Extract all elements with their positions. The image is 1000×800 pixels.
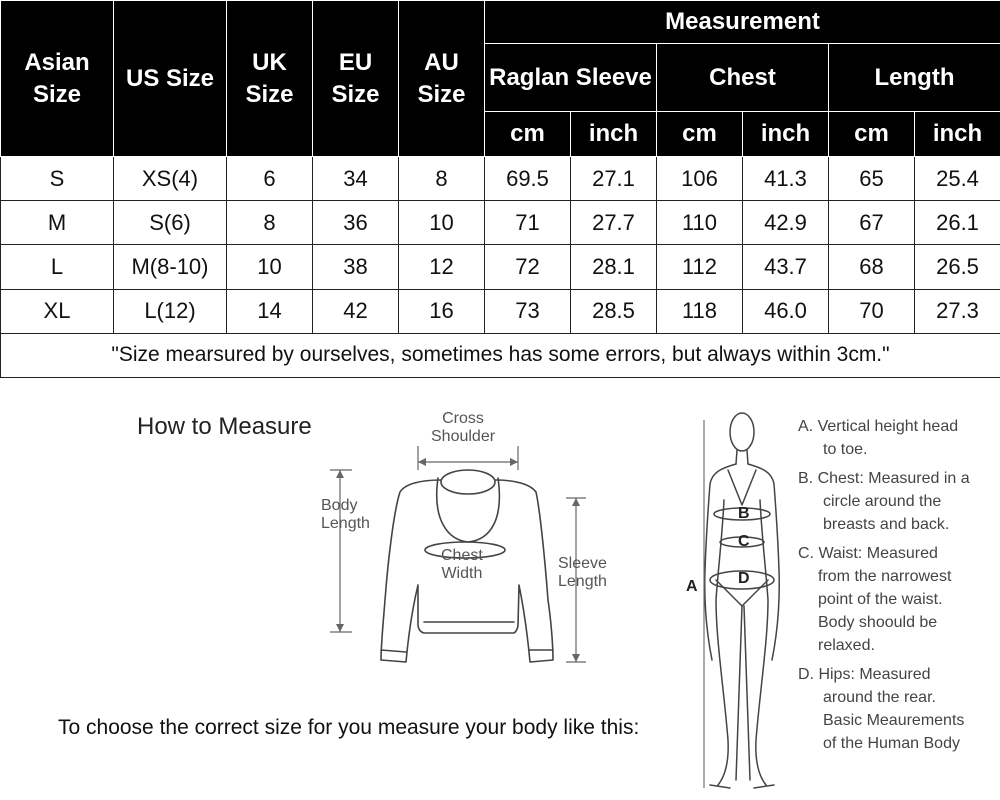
table-row-note xyxy=(1,333,1000,377)
table-cell: 41.3 xyxy=(743,157,829,201)
table-cell: XS(4) xyxy=(114,157,227,201)
table-cell: 25.4 xyxy=(915,157,1000,201)
body-neck xyxy=(736,450,748,464)
table-cell: 118 xyxy=(657,289,743,333)
header-uk-size: UK Size xyxy=(227,1,313,157)
table-cell: 68 xyxy=(829,245,915,289)
table-cell: 110 xyxy=(657,201,743,245)
marker-a: A xyxy=(686,578,698,595)
table-cell: M xyxy=(1,201,114,245)
table-row xyxy=(1,245,1000,289)
instruction-line: Basic Meaurements xyxy=(823,712,965,729)
table-row xyxy=(1,289,1000,333)
body-feet xyxy=(710,785,774,788)
measurement-instructions xyxy=(798,415,1000,761)
table-cell: 71 xyxy=(485,201,571,245)
sweater-collar-outline xyxy=(441,470,495,494)
table-cell: 16 xyxy=(399,289,485,333)
body-length-label xyxy=(321,497,370,533)
table-cell: 43.7 xyxy=(743,245,829,289)
table-cell: 69.5 xyxy=(485,157,571,201)
table-cell: 6 xyxy=(227,157,313,201)
table-cell: 67 xyxy=(829,201,915,245)
table-cell: 106 xyxy=(657,157,743,201)
table-cell: 73 xyxy=(485,289,571,333)
instruction-line: B. Chest: Measured in a xyxy=(798,470,970,487)
label-line: Length xyxy=(558,573,607,590)
table-cell: S(6) xyxy=(114,201,227,245)
sleeve-length-label xyxy=(558,555,607,591)
table-cell: L(12) xyxy=(114,289,227,333)
table-cell: S xyxy=(1,157,114,201)
instruction-line: point of the waist. xyxy=(818,591,943,608)
header-unit-inch: inch xyxy=(571,112,657,157)
instruction-line: breasts and back. xyxy=(823,516,950,533)
label-line: Width xyxy=(441,565,483,582)
table-cell: 26.1 xyxy=(915,201,1000,245)
header-asian-size: Asian Size xyxy=(1,1,114,157)
table-cell: 34 xyxy=(313,157,399,201)
table-cell: 42 xyxy=(313,289,399,333)
table-cell: 8 xyxy=(399,157,485,201)
measurement-note: "Size mearsured by ourselves, sometimes has some errors, but always within 3cm." xyxy=(1,333,1000,377)
table-cell: M(8-10) xyxy=(114,245,227,289)
arrowhead xyxy=(572,498,580,506)
arrowhead xyxy=(510,458,518,466)
instruction-line: from the narrowest xyxy=(818,568,952,585)
instruction-a xyxy=(798,415,1000,461)
marker-c: C xyxy=(738,533,750,550)
body-head xyxy=(730,413,754,451)
body-inner-leg-left xyxy=(736,606,742,780)
header-us-size: US Size xyxy=(114,1,227,157)
label-line: Body xyxy=(321,497,358,514)
instruction-line: around the rear. xyxy=(823,689,936,706)
table-cell: 28.5 xyxy=(571,289,657,333)
arrowhead xyxy=(572,654,580,662)
table-cell: 36 xyxy=(313,201,399,245)
table-cell: 27.3 xyxy=(915,289,1000,333)
label-line: Chest xyxy=(441,547,483,564)
instruction-line: A. Vertical height head xyxy=(798,418,959,435)
table-cell: 26.5 xyxy=(915,245,1000,289)
instruction-line: D. Hips: Measured xyxy=(798,666,931,683)
size-chart-table xyxy=(0,0,1000,378)
table-cell: 14 xyxy=(227,289,313,333)
body-outline-left xyxy=(705,464,736,785)
header-raglan-sleeve: Raglan Sleeve xyxy=(485,44,657,112)
chest-width-label xyxy=(441,547,483,583)
table-cell: 10 xyxy=(227,245,313,289)
instruction-line: of the Human Body xyxy=(823,735,960,752)
label-line: Shoulder xyxy=(431,428,496,445)
header-unit-cm: cm xyxy=(657,112,743,157)
table-row xyxy=(1,201,1000,245)
label-line: Cross xyxy=(442,410,484,427)
marker-d: D xyxy=(738,570,750,587)
body-inner-leg-right xyxy=(744,606,750,780)
table-cell: 12 xyxy=(399,245,485,289)
instruction-c xyxy=(798,542,1000,657)
table-row xyxy=(1,157,1000,201)
body-outline-right xyxy=(748,464,779,785)
arrowhead xyxy=(336,624,344,632)
header-unit-inch: inch xyxy=(915,112,1000,157)
sweater-neckline xyxy=(437,478,500,542)
table-cell: 27.1 xyxy=(571,157,657,201)
instruction-line: to toe. xyxy=(823,441,868,458)
table-cell: 72 xyxy=(485,245,571,289)
label-line: Sleeve xyxy=(558,555,607,572)
instruction-line: Body shoould be xyxy=(818,614,938,631)
table-cell: 10 xyxy=(399,201,485,245)
instruction-d xyxy=(798,663,1000,755)
cross-shoulder-label xyxy=(431,410,495,446)
table-cell: 65 xyxy=(829,157,915,201)
header-eu-size: EU Size xyxy=(313,1,399,157)
instruction-line: circle around the xyxy=(823,493,942,510)
header-au-size: AU Size xyxy=(399,1,485,157)
label-line: Length xyxy=(321,515,370,532)
header-length: Length xyxy=(829,44,1000,112)
table-cell: 8 xyxy=(227,201,313,245)
table-cell: 70 xyxy=(829,289,915,333)
header-unit-cm: cm xyxy=(485,112,571,157)
table-cell: 27.7 xyxy=(571,201,657,245)
instruction-line: relaxed. xyxy=(818,637,875,654)
table-cell: 112 xyxy=(657,245,743,289)
instruction-line: C. Waist: Measured xyxy=(798,545,938,562)
header-chest: Chest xyxy=(657,44,829,112)
table-cell: 28.1 xyxy=(571,245,657,289)
table-cell: XL xyxy=(1,289,114,333)
table-cell: 46.0 xyxy=(743,289,829,333)
sweater-left-cuff xyxy=(381,650,406,652)
arrowhead xyxy=(418,458,426,466)
header-unit-inch: inch xyxy=(743,112,829,157)
marker-b: B xyxy=(738,505,750,522)
body-swimsuit-left xyxy=(728,470,756,505)
table-cell: 42.9 xyxy=(743,201,829,245)
instruction-b xyxy=(798,467,1000,536)
header-unit-cm: cm xyxy=(829,112,915,157)
choose-size-instruction: To choose the correct size for you measure your body like this: xyxy=(58,716,640,739)
table-cell: L xyxy=(1,245,114,289)
table-cell: 38 xyxy=(313,245,399,289)
header-measurement: Measurement xyxy=(485,1,1000,44)
arrowhead xyxy=(336,470,344,478)
how-to-measure-title: How to Measure xyxy=(137,413,312,440)
